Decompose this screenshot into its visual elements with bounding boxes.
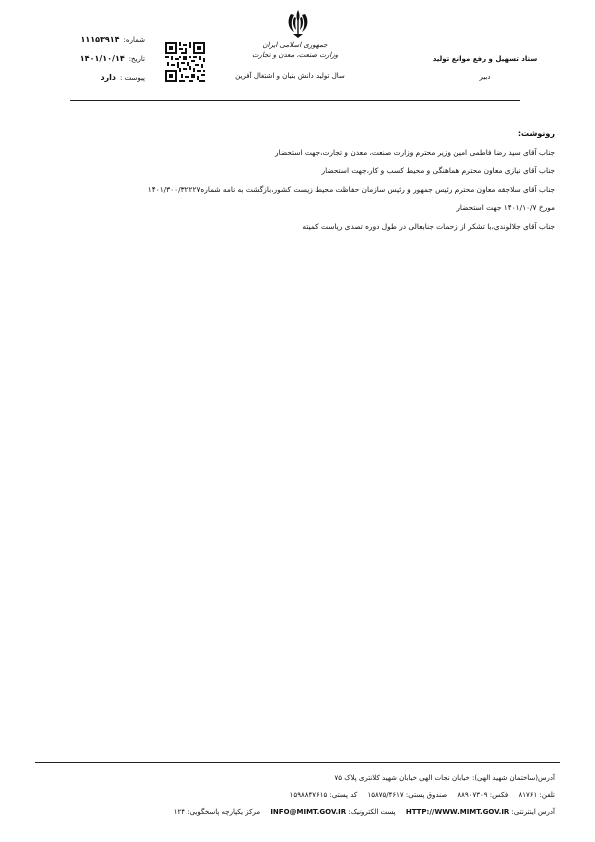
footer-web-contacts bbox=[35, 804, 555, 821]
footer-email-label: پست الکترونیک: bbox=[348, 808, 396, 816]
footer-po-box: صندوق پستی: ۱۵۸۷۵/۴۶۱۷ bbox=[367, 791, 448, 799]
header-divider bbox=[70, 100, 520, 101]
letter-date-row bbox=[55, 49, 145, 68]
footer-callcenter: مرکز یکپارچه پاسخگویی: ۱۲۴ bbox=[173, 808, 261, 816]
cc-heading: رونوشت: bbox=[517, 129, 555, 138]
footer-contacts bbox=[35, 787, 555, 804]
footer-address: آدرس(ساختمان شهید الهی): خیابان نجات الهی خیابان شهید کلانتری پلاک ۷۵ bbox=[334, 774, 555, 782]
footer-email-link[interactable]: INFO@MIMT.GOV.IR bbox=[270, 808, 347, 816]
cc-line: مورخ ۱۴۰۱/۱۰/۷ جهت استحضار bbox=[456, 203, 555, 212]
footer-web-label: آدرس اینترنتی: bbox=[511, 808, 555, 816]
qr-code-icon bbox=[165, 42, 205, 82]
letter-number-label: شماره: bbox=[123, 35, 145, 44]
ministry-title bbox=[235, 40, 355, 60]
cc-line: جناب آقای جلالوندی،با تشکر از زحمات جنابعالی در طول دوره تصدی ریاست کمیته bbox=[302, 221, 555, 231]
letter-date-value: ۱۴۰۱/۱۰/۱۴ bbox=[79, 54, 125, 63]
letter-body bbox=[35, 125, 555, 236]
cc-line: جناب آقای سلاجقه معاون محترم رئیس جمهور و رئیس سازمان حفاظت محیط زیست کشور،بازگشت به نامه شماره۱۴۰۱/۳۰۰/۳۲۲۲۷ bbox=[147, 184, 555, 194]
cc-line: جناب آقای سید رضا فاطمی امین وزیر محترم وزارت صنعت، معدن و تجارت،جهت استحضار bbox=[275, 147, 555, 157]
letter-number-row bbox=[55, 30, 145, 49]
ministry-line-2: وزارت صنعت، معدن و تجارت bbox=[251, 51, 339, 59]
letter-attachment-value: دارد bbox=[100, 73, 116, 82]
letter-meta bbox=[55, 30, 145, 87]
footer-web-link[interactable]: HTTP://WWW.MIMT.GOV.IR bbox=[405, 808, 510, 816]
letter-attachment-row bbox=[55, 68, 145, 87]
org-name: ستاد تسهیل و رفع موانع تولید bbox=[432, 55, 538, 63]
footer bbox=[35, 770, 555, 821]
letter-number-value: ۱۱۱۵۳۹۱۴ bbox=[80, 35, 120, 44]
footer-phone: تلفن: ۸۱۷۶۱ bbox=[518, 791, 555, 799]
iran-emblem-icon bbox=[285, 8, 311, 40]
org-header bbox=[415, 50, 555, 86]
org-unit: دبیر bbox=[479, 73, 491, 81]
ministry-line-1: جمهوری اسلامی ایران bbox=[262, 41, 328, 49]
cc-line: جناب آقای نیازی معاون محترم هماهنگی و محیط کسب و کار،جهت استحضار bbox=[321, 166, 555, 175]
letter-attachment-label: پیوست : bbox=[120, 73, 145, 82]
footer-postal-code: کد پستی: ۱۵۹۸۸۴۷۶۱۵ bbox=[289, 791, 358, 799]
footer-fax: فکس: ۸۸۹۰۷۳۰۹ bbox=[457, 791, 509, 799]
letter-date-label: تاریخ: bbox=[128, 54, 145, 63]
year-slogan: سال تولید دانش بنیان و اشتغال آفرین bbox=[235, 72, 345, 80]
footer-divider bbox=[35, 762, 560, 763]
